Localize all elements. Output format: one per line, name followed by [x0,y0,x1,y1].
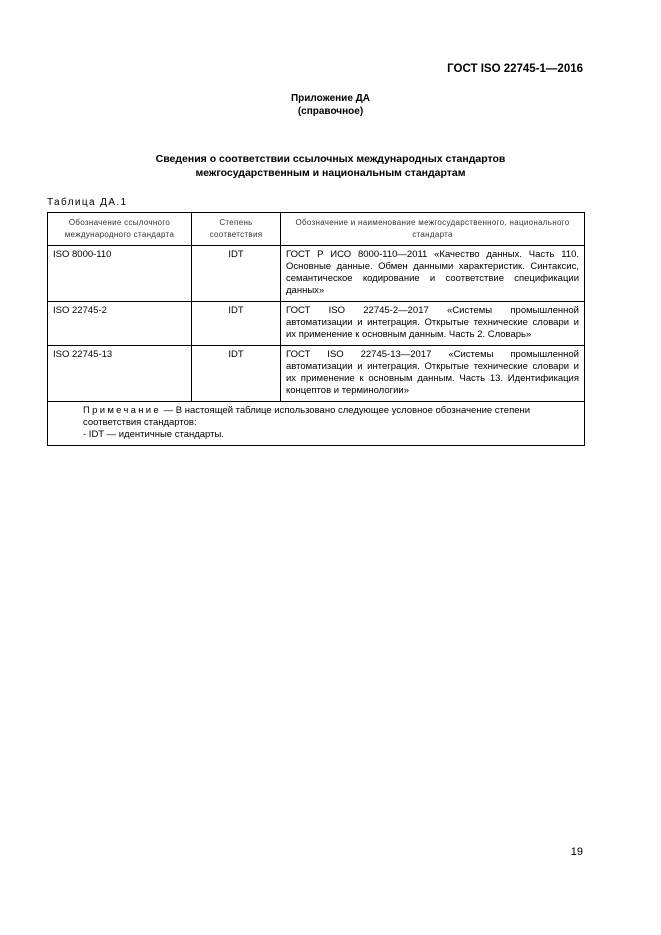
section-heading [0,152,661,180]
correspondence-table [47,212,585,446]
header-national-standard [281,213,585,246]
annex-block [0,92,661,118]
cell-ref: ISO 8000-110 [48,246,192,302]
cell-national: ГОСТ Р ИСО 8000-110—2011 «Качество данных. Часть 110. Основные данные. Обмен данными характеристик. Синтаксис, семантическое кодирование и соответствие спецификации данных» [281,246,585,302]
note-paragraph [53,405,579,429]
table-caption: Таблица ДА.1 [47,197,128,208]
cell-degree: IDT [192,246,281,302]
annex-subtitle: (справочное) [297,106,364,117]
note-item: - IDT — идентичные стандарты. [83,429,224,440]
table-row [48,246,585,302]
cell-national: ГОСТ ISO 22745-13—2017 «Системы промышленной автоматизации и интеграция. Открытые технические словари и их применение к основным данным. Часть 13. Идентификация концептов и терминологии» [281,346,585,402]
header-col2-line1: Степень [219,218,253,227]
table-row [48,302,585,346]
header-degree [192,213,281,246]
section-heading-line1: Сведения о соответствии ссылочных международных стандартов [155,153,506,165]
note-text: — В настоящей таблице использовано следующее условное обозначение степени соответствия стандартов: [83,405,531,428]
header-international-standard [48,213,192,246]
annex-title: Приложение ДА [290,93,371,104]
table-note-row [48,402,585,446]
cell-degree: IDT [192,346,281,402]
cell-ref: ISO 22745-2 [48,302,192,346]
header-col3-line2: стандарта [412,230,453,239]
cell-ref: ISO 22745-13 [48,346,192,402]
cell-national: ГОСТ ISO 22745-2—2017 «Системы промышленной автоматизации и интеграция. Открытые технические словари и их применение к основным данным. Часть 2. Словарь» [281,302,585,346]
header-col3-line1: Обозначение и наименование межгосударственного, национального [295,218,570,227]
table-row [48,346,585,402]
note-label: Примечание [83,405,161,416]
page-number: 19 [570,846,583,858]
table-header-row [48,213,585,246]
document-code: ГОСТ ISO 22745-1—2016 [447,63,583,75]
header-col1-line2: международного стандарта [64,230,175,239]
cell-degree: IDT [192,302,281,346]
section-heading-line2: межгосударственным и национальным стандартам [195,167,466,179]
header-col1-line1: Обозначение ссылочного [68,218,171,227]
header-col2-line2: соответствия [209,230,263,239]
table-note [48,402,585,446]
